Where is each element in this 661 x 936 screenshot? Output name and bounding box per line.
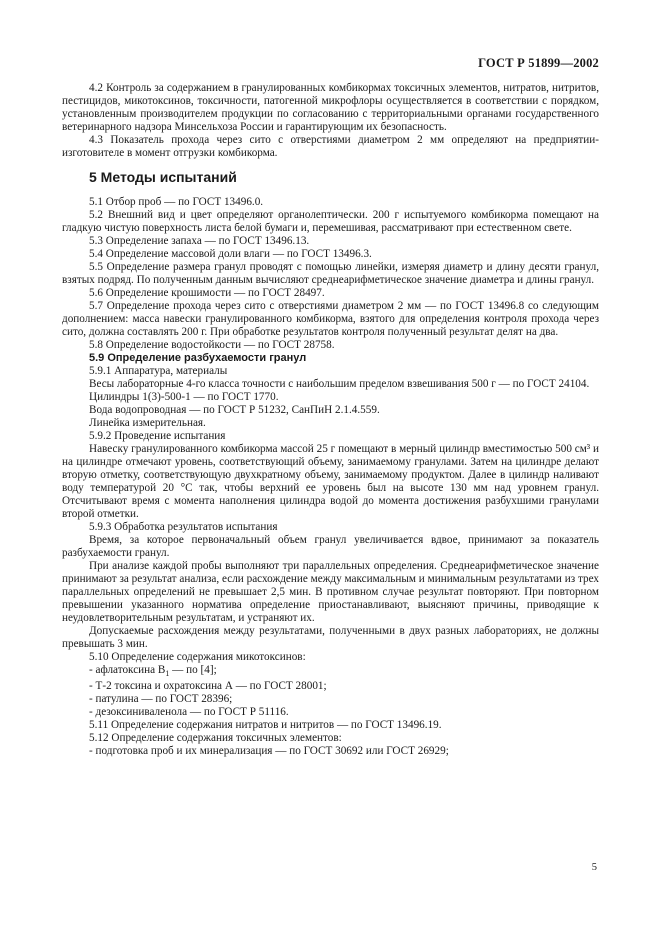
page-number: 5 (591, 862, 597, 873)
aflatoxin-ref: — по [4]; (169, 664, 217, 676)
paragraph-5-3: 5.3 Определение запаха — по ГОСТ 13496.13. (89, 235, 310, 247)
paragraph-4-2: 4.2 Контроль за содержанием в гранулированных комбикормах токсичных элементов, нитратов, нитритов, пестицидов, микотоксинов, токсичности, патогенной микрофлоры осуществляется в соответствии с порядком, установленным производителем продукции по согласованию с территориальными органами государственного ветеринарного надзора Минсельхоза России и гарантирующим их безопасность. (62, 82, 599, 133)
paragraph-time-definition: Время, за которое первоначальный объем гранул увеличивается вдвое, принимают за показатель разбухаемости гранул. (62, 534, 599, 559)
list-item-deoxynivalenol: - дезоксиниваленола — по ГОСТ Р 51116. (89, 706, 289, 719)
paragraph-5-7: 5.7 Определение прохода через сито с отверстиями диаметром 2 мм — по ГОСТ 13496.8 со следующим дополнением: масса навески гранулированного комбикорма, взятого для определения контроля прохода через сито, должна составлять 200 г. При обработке результатов контроля полученный результат делят на два. (62, 300, 599, 338)
paragraph-scales: Весы лабораторные 4-го класса точности с наибольшим пределом взвешивания 500 г — по ГОСТ 24104. (89, 378, 590, 390)
paragraph-5-6: 5.6 Определение крошимости — по ГОСТ 28497. (89, 287, 325, 299)
paragraph-5-9-3: 5.9.3 Обработка результатов испытания (89, 521, 278, 533)
paragraph-cylinders: Цилиндры 1(3)-500-1 — по ГОСТ 1770. (89, 391, 279, 403)
list-item-t2: - Т-2 токсина и охратоксина А — по ГОСТ 28001; (89, 680, 327, 693)
paragraph-4-3: 4.3 Показатель прохода через сито с отверстиями диаметром 2 мм определяют на предприятии-изготовителе в момент отгрузки комбикорма. (62, 134, 599, 159)
paragraph-analysis: При анализе каждой пробы выполняют три параллельных определения. Среднеарифметическое значение принимают за результат анализа, если расхождение между максимальным и минимальным результатами из трех параллельных определений не превышает 2,5 мин. В противном случае результат повторяют. При повторном превышении указанного норматива определение приостанавливают, выясняют причины, приводящие к неудовлетворительным результатам, и устраняют их. (62, 560, 599, 624)
paragraph-5-2: 5.2 Внешний вид и цвет определяют органолептически. 200 г испытуемого комбикорма помещают на гладкую чистую поверхность листа белой бумаги и, перемешивая, рассматривают при естественном свете. (62, 209, 599, 234)
subheading-5-9 (62, 352, 599, 365)
paragraph-water: Вода водопроводная — по ГОСТ Р 51232, СанПиН 2.1.4.559. (89, 404, 380, 416)
paragraph-5-9-1: 5.9.1 Аппаратура, материалы (89, 365, 228, 377)
paragraph-5-10: 5.10 Определение содержания микотоксинов: (89, 651, 306, 663)
document-body (62, 82, 599, 758)
paragraph-5-9-2: 5.9.2 Проведение испытания (89, 430, 226, 442)
list-item-aflatoxin (62, 664, 599, 680)
document-code-header: ГОСТ Р 51899—2002 (478, 56, 599, 70)
paragraph-5-4: 5.4 Определение массовой доли влаги — по ГОСТ 13496.3. (89, 248, 372, 260)
aflatoxin-subscript: 1 (165, 669, 170, 679)
paragraph-5-1: 5.1 Отбор проб — по ГОСТ 13496.0. (89, 196, 264, 208)
list-item-patulin: - патулина — по ГОСТ 28396; (89, 693, 233, 706)
paragraph-procedure: Навеску гранулированного комбикорма массой 25 г помещают в мерный цилиндр вместимостью 500 см³ и на цилиндре отмечают уровень, соответствующий объему, занимаемому гранулами. Затем на цилиндре делают вторую отметку, соответствующую двухкратному объему, занимаемому продуктом. Далее в цилиндр наливают воду температурой 20 °С так, чтобы верхний ее уровень был на высоте 130 мм над уровнем гранул. Отсчитывают время с момента наполнения цилиндра водой до момента достижения разбухшими гранулами второй отметки. (62, 443, 599, 520)
paragraph-5-11: 5.11 Определение содержания нитратов и нитритов — по ГОСТ 13496.19. (89, 719, 442, 732)
paragraph-5-8: 5.8 Определение водостойкости — по ГОСТ 28758. (89, 339, 335, 351)
paragraph-ruler: Линейка измерительная. (89, 417, 206, 429)
paragraph-5-12: 5.12 Определение содержания токсичных элементов: (89, 732, 342, 745)
section-heading-5: 5 Методы испытаний (89, 169, 237, 185)
subheading-5-9-text: 5.9 Определение разбухаемости гранул (89, 352, 307, 364)
paragraph-allowed-deviation: Допускаемые расхождения между результатами, полученными в двух разных лабораториях, не должны превышать 3 мин. (62, 625, 599, 650)
list-item-sample-prep: - подготовка проб и их минерализация — по ГОСТ 30692 или ГОСТ 26929; (89, 745, 449, 758)
paragraph-5-5: 5.5 Определение размера гранул проводят с помощью линейки, измеряя диаметр и длину десяти гранул, взятых подряд. По полученным данным вычисляют среднеарифметическое значение диаметра и длины гранул. (62, 261, 599, 286)
aflatoxin-text: - афлатоксина B (89, 664, 166, 676)
